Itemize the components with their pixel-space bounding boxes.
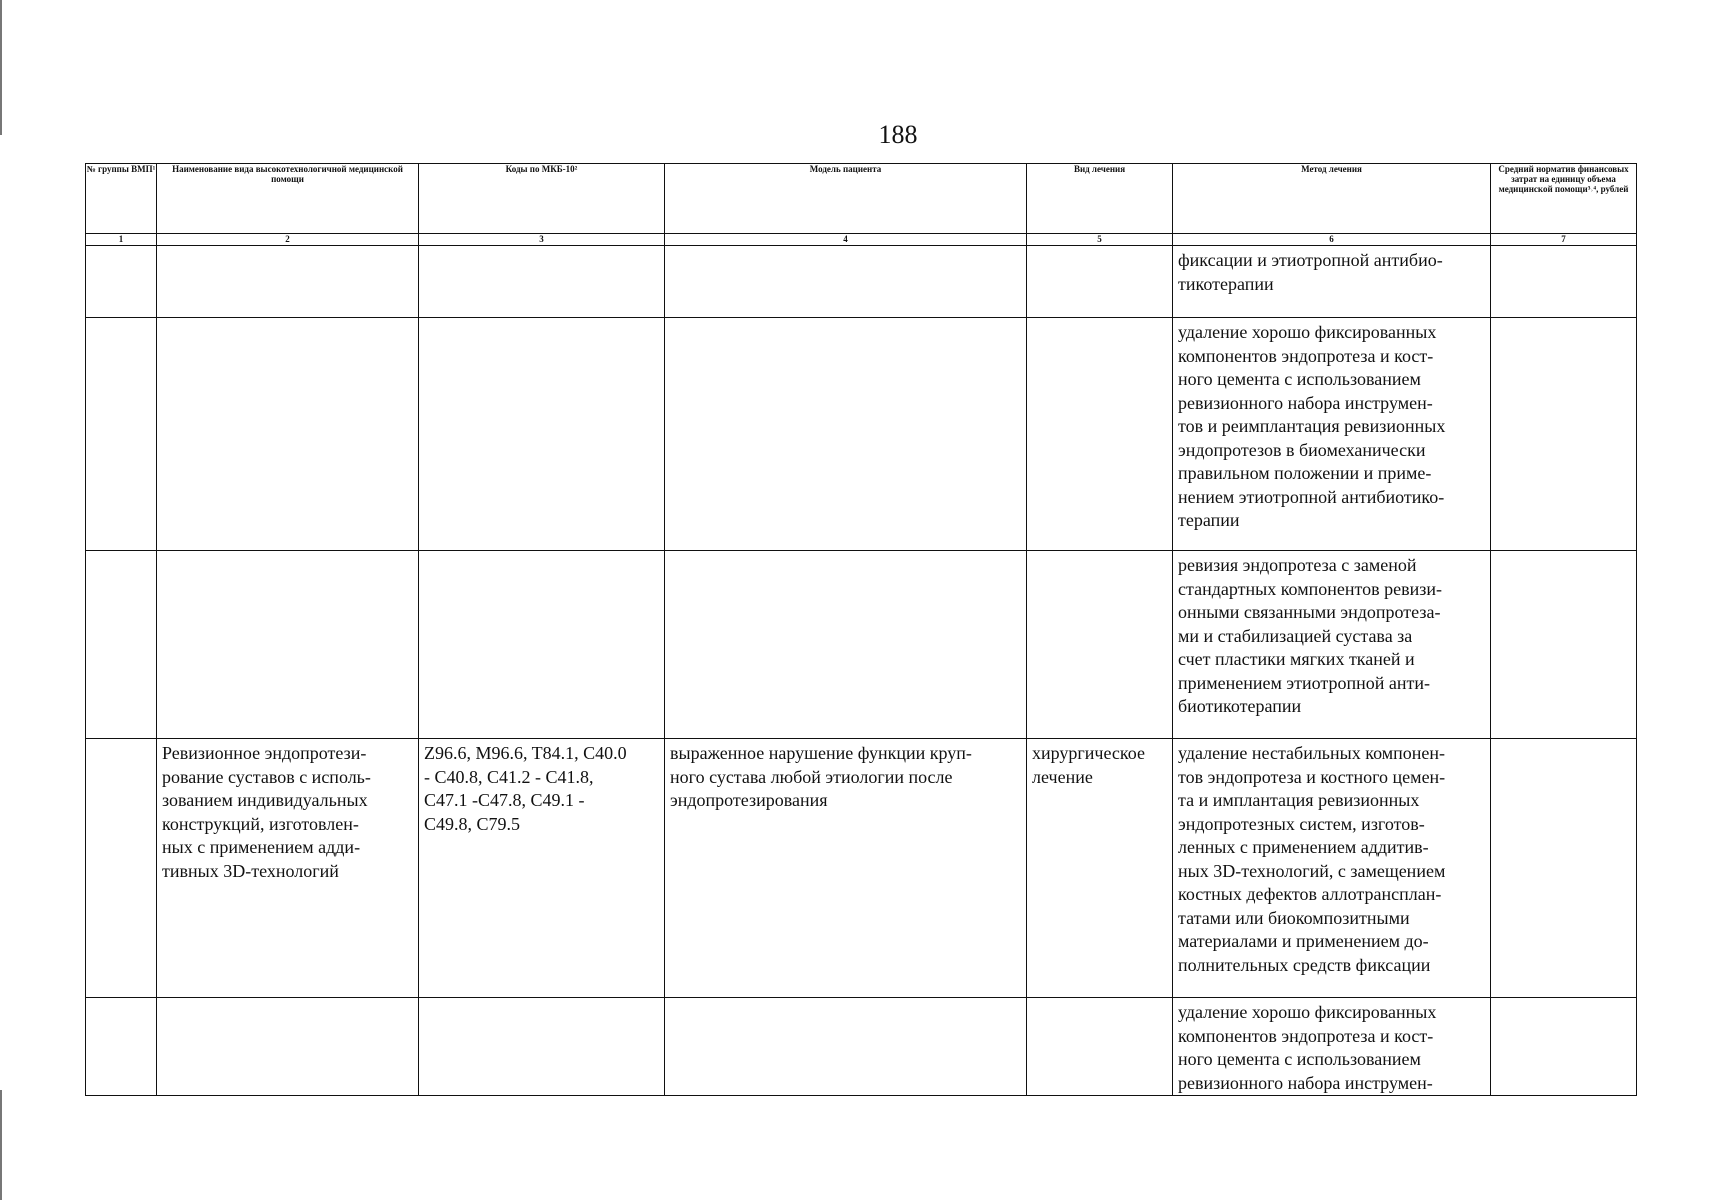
table-row (86, 739, 1637, 998)
cell-cost-standard (1491, 551, 1637, 739)
cell-icd-codes-text (419, 551, 664, 554)
cell-group-number (86, 318, 157, 551)
column-number: 5 (1027, 234, 1173, 246)
table-row (86, 246, 1637, 318)
scan-edge-mark (0, 1090, 2, 1200)
table-row (86, 318, 1637, 551)
cell-group-number-text (86, 739, 156, 742)
column-number: 6 (1173, 234, 1491, 246)
cell-treatment-type (1027, 998, 1173, 1096)
cell-treatment-method-text: фиксации и этиотропной антибио- тикотерапии (1178, 250, 1443, 294)
cell-icd-codes (419, 998, 665, 1096)
cell-cost-standard (1491, 246, 1637, 318)
cell-care-type-name-text (157, 998, 418, 1001)
cell-patient-model (665, 551, 1027, 739)
column-number: 4 (665, 234, 1027, 246)
cell-cost-standard-text (1491, 246, 1636, 249)
cell-treatment-type-text (1027, 246, 1172, 249)
cell-treatment-method (1173, 998, 1491, 1096)
cell-treatment-method-text: удаление хорошо фиксированных компонентов эндопротеза и кост- ного цемента с использованием ревизионного набора инструмен- тов и реимплантация ревизионных эндопротезов в биомеханически правильном положении и приме- нением этиотропной антибиотико- терапии (1178, 322, 1446, 530)
cell-group-number-text (86, 246, 156, 249)
cell-cost-standard-text (1491, 551, 1636, 554)
cell-patient-model (665, 318, 1027, 551)
cell-treatment-method (1173, 246, 1491, 318)
cell-treatment-type (1027, 739, 1173, 998)
cell-icd-codes-text (419, 998, 664, 1001)
cell-icd-codes-text (419, 318, 664, 321)
header-group-number: № группы ВМП¹ (86, 164, 157, 234)
cell-group-number-text (86, 998, 156, 1001)
cell-care-type-name-text (157, 551, 418, 554)
cell-group-number (86, 998, 157, 1096)
header-treatment-method: Метод лечения (1173, 164, 1491, 234)
cell-treatment-type (1027, 551, 1173, 739)
cell-cost-standard (1491, 998, 1637, 1096)
vmp-table (85, 163, 1637, 1096)
cell-treatment-type-text (1027, 318, 1172, 321)
cell-patient-model-text (665, 998, 1026, 1001)
cell-treatment-method (1173, 318, 1491, 551)
cell-patient-model-text (665, 318, 1026, 321)
cell-icd-codes (419, 246, 665, 318)
header-row (86, 164, 1637, 234)
table-row (86, 998, 1637, 1096)
cell-care-type-name (157, 998, 419, 1096)
cell-patient-model-text (665, 246, 1026, 249)
cell-cost-standard-text (1491, 318, 1636, 321)
cell-care-type-name-text (157, 318, 418, 321)
cell-patient-model (665, 998, 1027, 1096)
cell-icd-codes (419, 739, 665, 998)
column-number-row (86, 234, 1637, 246)
header-treatment-type: Вид лечения (1027, 164, 1173, 234)
header-patient-model: Модель пациента (665, 164, 1027, 234)
cell-patient-model-text: выраженное нарушение функции круп- ного сустава любой этиологии после эндопротезирования (670, 743, 972, 810)
cell-treatment-method (1173, 739, 1491, 998)
cell-treatment-method-text: удаление нестабильных компонен- тов эндопротеза и костного цемен- та и имплантация ревизионных эндопротезных систем, изготов- ленных с применением аддитив- ных 3D-технологий, с замещением костных дефектов аллотрансплан- татами или биокомпозитными материалами и применением до- полнительных средств фиксации (1178, 743, 1446, 975)
header-icd-codes: Коды по МКБ-10² (419, 164, 665, 234)
column-number: 3 (419, 234, 665, 246)
cell-icd-codes-text (419, 246, 664, 249)
column-number: 1 (86, 234, 157, 246)
header-cost-standard: Средний норматив финансовых затрат на единицу объема медицинской помощи³˒⁴, рублей (1491, 164, 1637, 234)
cell-patient-model (665, 246, 1027, 318)
cell-icd-codes (419, 551, 665, 739)
header-care-type-name: Наименование вида высокотехнологичной медицинской помощи (157, 164, 419, 234)
cell-care-type-name-text: Ревизионное эндопротези- рование суставов с исполь- зованием индивидуальных конструкций, изготовлен- ных с применением адди- тивных 3D-технологий (162, 743, 371, 881)
column-number: 2 (157, 234, 419, 246)
cell-patient-model-text (665, 551, 1026, 554)
cell-cost-standard-text (1491, 739, 1636, 742)
cell-treatment-method (1173, 551, 1491, 739)
cell-icd-codes-text: Z96.6, M96.6, T84.1, C40.0 - C40.8, C41.2 - C41.8, C47.1 -C47.8, C49.1 - C49.8, C79.5 (424, 743, 627, 834)
cell-group-number-text (86, 551, 156, 554)
cell-treatment-type-text (1027, 998, 1172, 1001)
cell-treatment-type-text (1027, 551, 1172, 554)
cell-group-number (86, 551, 157, 739)
cell-patient-model (665, 739, 1027, 998)
cell-care-type-name (157, 246, 419, 318)
cell-care-type-name (157, 551, 419, 739)
column-number: 7 (1491, 234, 1637, 246)
cell-group-number (86, 739, 157, 998)
cell-care-type-name-text (157, 246, 418, 249)
cell-cost-standard (1491, 318, 1637, 551)
cell-treatment-method-text: ревизия эндопротеза с заменой стандартных компонентов ревизи- онными связанными эндопротеза- ми и стабилизацией сустава за счет пластики мягких тканей и применением этиотропной анти- биотикотерапии (1178, 555, 1442, 716)
cell-treatment-type (1027, 246, 1173, 318)
cell-care-type-name (157, 739, 419, 998)
cell-cost-standard (1491, 739, 1637, 998)
cell-treatment-type (1027, 318, 1173, 551)
cell-group-number-text (86, 318, 156, 321)
cell-icd-codes (419, 318, 665, 551)
cell-cost-standard-text (1491, 998, 1636, 1001)
scan-edge-mark (0, 0, 2, 135)
cell-care-type-name (157, 318, 419, 551)
cell-treatment-type-text: хирургическое лечение (1032, 743, 1145, 787)
cell-treatment-method-text: удаление хорошо фиксированных компонентов эндопротеза и кост- ного цемента с использованием ревизионного набора инструмен- (1178, 1002, 1437, 1093)
page-number: 188 (878, 120, 918, 149)
cell-group-number (86, 246, 157, 318)
table-row (86, 551, 1637, 739)
